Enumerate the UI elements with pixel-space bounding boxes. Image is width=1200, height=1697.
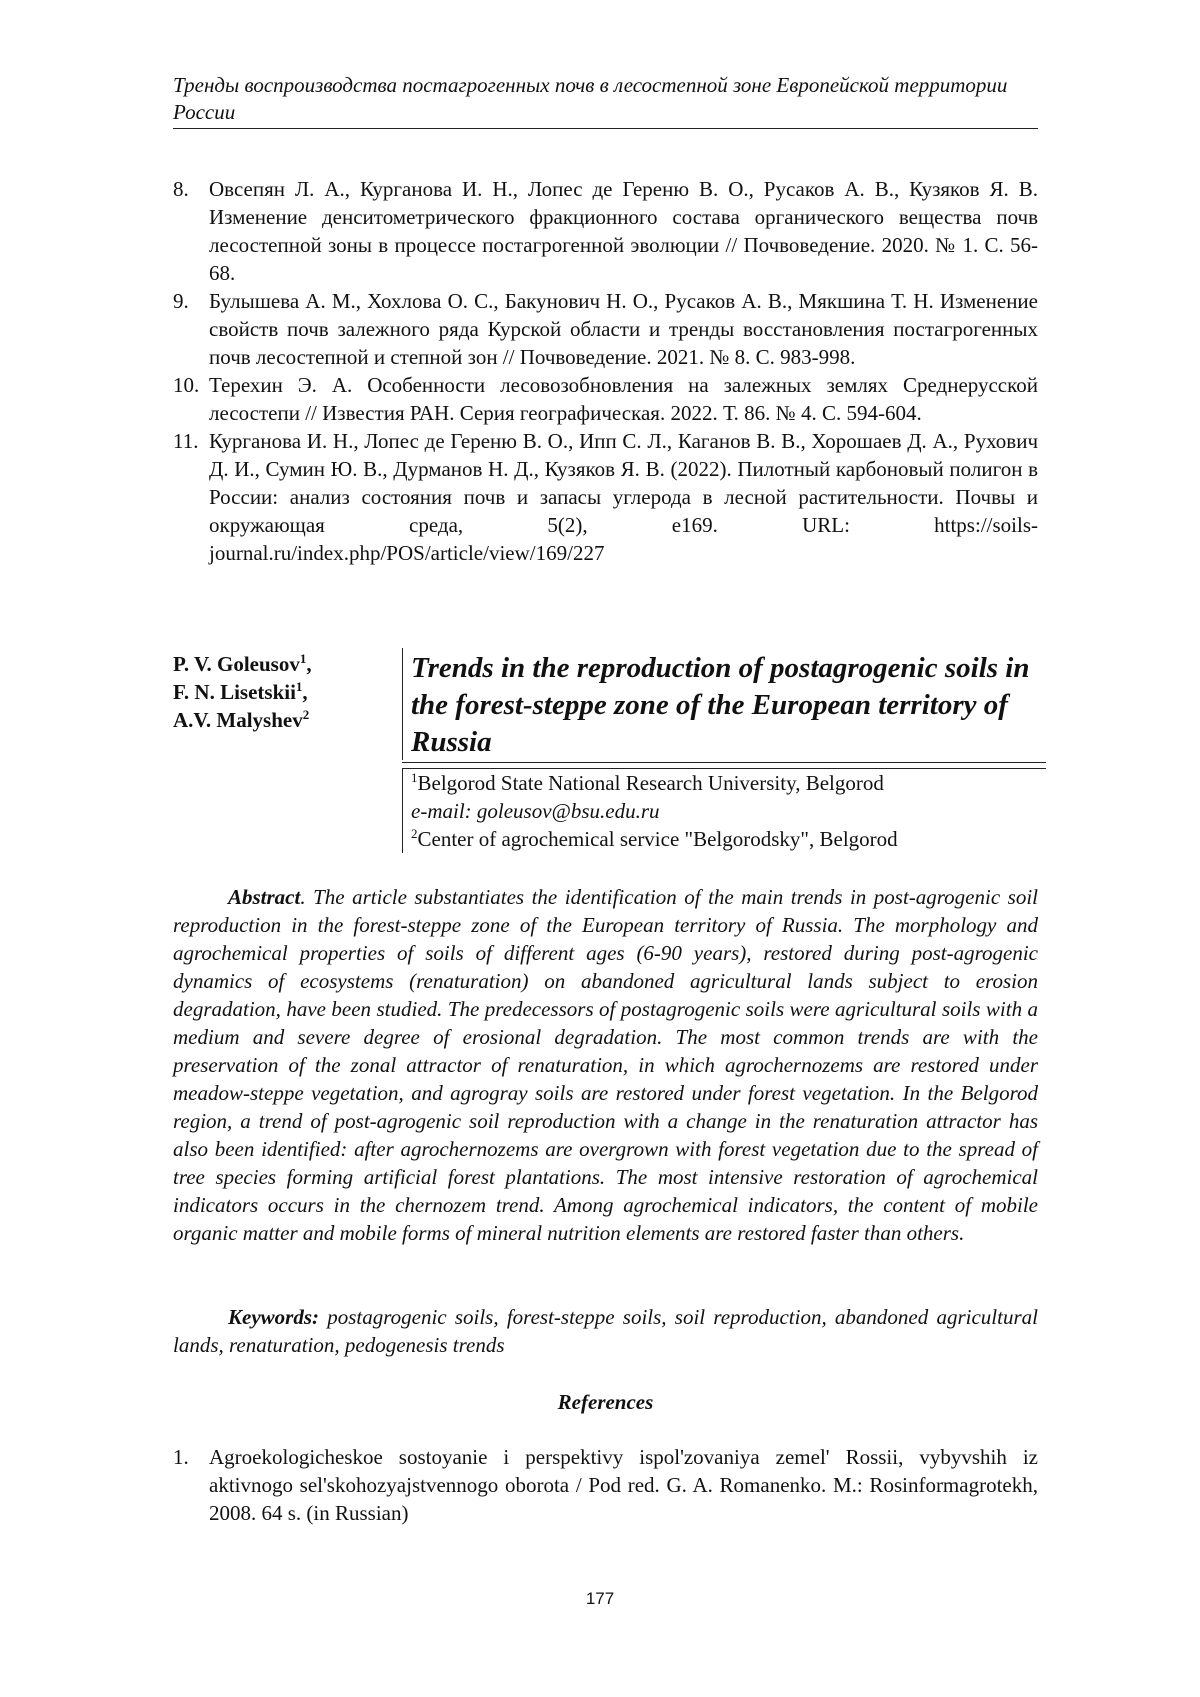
reference-number: 9. — [173, 287, 189, 315]
page-number: 177 — [0, 1588, 1200, 1610]
keywords-text: postagrogenic soils, forest-steppe soils, soil reproduction, abandoned agricultural lands, renaturation, pedogenesis trends — [173, 1305, 1038, 1357]
reference-number: 8. — [173, 175, 189, 203]
reference-text: Терехин Э. А. Особенности лесовозобновления на залежных землях Среднерусской лесостепи // Известия РАН. Серия географическая. 2022. Т. 86. № 4. С. 594-604. — [209, 373, 1038, 425]
reference-item — [173, 287, 1038, 371]
reference-number: 10. — [173, 371, 199, 399]
reference-text: Agroekologicheskoe sostoyanie i perspektivy ispol'zovaniya zemel' Rossii, vybyvshih iz aktivnogo sel'skohozyajstvennogo oborota / Pod red. G. A. Romanenko. M.: Rosinformagrotekh, 2008. 64 s. (in Russian) — [209, 1445, 1038, 1525]
author-list — [173, 650, 383, 734]
reference-item — [173, 427, 1038, 567]
affiliation-1: 1Belgorod State National Research University, Belgorod — [411, 769, 1061, 797]
references-heading: References — [173, 1388, 1038, 1416]
article-title: Trends in the reproduction of postagrogenic soils in the forest-steppe zone of the European territory of Russia — [411, 650, 1047, 761]
abstract-label: Abstract — [228, 885, 300, 909]
author-email: e-mail: goleusov@bsu.edu.ru — [411, 797, 1061, 825]
abstract-text: . The article substantiates the identification of the main trends in post-agrogenic soil reproduction in the forest-steppe zone of the European territory of Russia. The morphology and agrochemical properties of soils of different ages (6-90 years), restored during post-agrogenic dynamics of ecosystems (renaturation) on abandoned agricultural lands subject to erosion degradation, have been studied. The predecessors of postagrogenic soils were agricultural soils with a medium and severe degree of erosional degradation. The most common trends are with the preservation of the zonal attractor of renaturation, in which agrochernozems are restored under meadow-steppe vegetation, and agrogray soils are restored under forest vegetation. In the Belgorod region, a trend of post-agrogenic soil reproduction with a change in the renaturation attractor has also been identified: after agrochernozems are overgrown with forest vegetation due to the spread of tree species forming artificial forest plantations. The most intensive restoration of agrochemical indicators occurs in the chernozem trend. Among agrochemical indicators, the content of mobile organic matter and mobile forms of mineral nutrition elements are restored faster than others. — [173, 885, 1038, 1245]
keywords — [173, 1303, 1038, 1359]
reference-item — [173, 175, 1038, 287]
reference-text: Булышева А. М., Хохлова О. С., Бакунович Н. О., Русаков А. В., Мякшина Т. Н. Изменение свойств почв залежного ряда Курской области и тренды восстановления постагрогенных почв лесостепной и степной зон // Почвоведение. 2021. № 8. С. 983-998. — [209, 289, 1038, 369]
reference-text: Курганова И. Н., Лопес де Гереню В. О., Ипп С. Л., Каганов В. В., Хорошаев Д. А., Рухович Д. И., Сумин Ю. В., Дурманов Н. Д., Кузяков Я. В. (2022). Пилотный карбоновый полигон в России: анализ состояния почв и запасы углерода в лесной растительности. Почвы и окружающая среда, 5(2), e169. URL: https://soils-journal.ru/index.php/POS/article/view/169/227 — [209, 429, 1038, 565]
running-header: Тренды воспроизводства постагрогенных почв в лесостепной зоне Европейской территории России — [173, 72, 1038, 129]
english-references-list — [173, 1443, 1038, 1527]
title-divider — [402, 762, 1046, 763]
reference-item — [173, 371, 1038, 427]
author-name: P. V. Goleusov1, — [173, 650, 383, 678]
abstract — [173, 883, 1038, 1247]
article-title-box — [402, 648, 1047, 760]
author-name: A.V. Malyshev2 — [173, 706, 383, 734]
reference-item — [173, 1443, 1038, 1527]
keywords-label: Keywords: — [228, 1305, 319, 1329]
affiliation-2: 2Center of agrochemical service "Belgorodsky", Belgorod — [411, 825, 1061, 853]
document-page — [0, 0, 1200, 1697]
author-name: F. N. Lisetskii1, — [173, 678, 383, 706]
reference-text: Овсепян Л. А., Курганова И. Н., Лопес де Гереню В. О., Русаков А. В., Кузяков Я. В. Изменение денситометрического фракционного состава органического вещества почв лесостепной зоны в процессе постагрогенной эволюции // Почвоведение. 2020. № 1. С. 56-68. — [209, 177, 1038, 285]
affiliations — [402, 769, 1061, 853]
reference-number: 1. — [173, 1443, 189, 1471]
russian-references-list — [173, 175, 1038, 567]
reference-number: 11. — [173, 427, 198, 455]
